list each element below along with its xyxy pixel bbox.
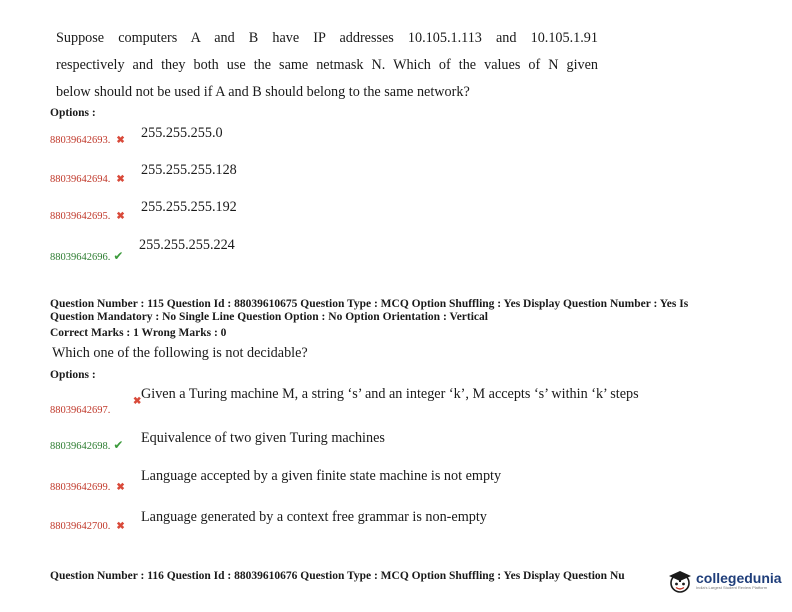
q115-options-label: Options : <box>50 369 96 381</box>
q114-option-2 <box>50 169 125 187</box>
wrong-mark-icon: ✖ <box>116 211 125 222</box>
q114-text-line-2: respectively and they both use the same netmask N. Which of the values of N given <box>56 57 598 73</box>
option-id: 88039642700. <box>50 521 111 532</box>
option-id: 88039642699. <box>50 482 111 493</box>
q116-meta-line-1: Question Number : 116 Question Id : 88039610676 Question Type : MCQ Option Shuffling : Yes Display Question Nu <box>50 570 625 582</box>
q114-option-1-text: 255.255.255.0 <box>141 125 223 141</box>
q114-option-4-text: 255.255.255.224 <box>139 237 235 253</box>
q114-option-3-text: 255.255.255.192 <box>141 199 237 215</box>
q115-marks: Correct Marks : 1 Wrong Marks : 0 <box>50 327 227 339</box>
logo-tagline: India's Largest Student Review Platform <box>696 585 768 590</box>
q115-option-2-text: Equivalence of two given Turing machines <box>141 430 385 446</box>
wrong-mark-icon: ✖ <box>116 482 125 493</box>
q114-text-line-3: below should not be used if A and B should belong to the same network? <box>56 84 470 100</box>
wrong-mark-icon: ✖ <box>116 174 125 185</box>
wrong-mark-icon: ✖ <box>116 521 125 532</box>
q115-option-3-text: Language accepted by a given finite state machine is not empty <box>141 468 502 484</box>
q114-option-1 <box>50 130 125 148</box>
q115-option-1-text: Given a Turing machine M, a string ‘s’ and an integer ‘k’, M accepts ‘s’ within ‘k’ steps <box>141 386 639 402</box>
wrong-mark-icon: ✖ <box>133 396 142 407</box>
correct-check-icon: ✔ <box>113 249 124 263</box>
q115-option-4 <box>50 516 125 534</box>
graduation-cap-icon <box>667 568 693 594</box>
q115-option-3 <box>50 477 125 495</box>
option-id: 88039642693. <box>50 135 111 146</box>
q115-question-text: Which one of the following is not decidable? <box>52 345 308 361</box>
q115-option-2 <box>50 436 123 454</box>
option-id: 88039642696. <box>50 252 111 263</box>
option-id: 88039642698. <box>50 441 111 452</box>
correct-check-icon: ✔ <box>113 438 124 452</box>
option-id: 88039642694. <box>50 174 111 185</box>
q114-text-line-1: Suppose computers A and B have IP addresses 10.105.1.113 and 10.105.1.91 <box>56 30 598 46</box>
option-id: 88039642697. <box>50 405 111 416</box>
q115-meta-line-2: Question Mandatory : No Single Line Question Option : No Option Orientation : Vertical <box>50 311 488 323</box>
q114-option-3 <box>50 206 125 224</box>
q115-option-1-mark <box>127 391 141 409</box>
q114-option-4 <box>50 247 123 265</box>
q115-option-1 <box>50 400 110 418</box>
q114-option-2-text: 255.255.255.128 <box>141 162 237 178</box>
q114-options-label: Options : <box>50 107 96 119</box>
wrong-mark-icon: ✖ <box>116 135 125 146</box>
collegedunia-logo <box>667 568 782 594</box>
q115-meta-line-1: Question Number : 115 Question Id : 88039610675 Question Type : MCQ Option Shuffling : Yes Display Question Number : Yes Is <box>50 298 689 310</box>
logo-wordmark: collegedunia <box>696 570 782 586</box>
q115-option-4-text: Language generated by a context free grammar is non-empty <box>141 509 487 525</box>
option-id: 88039642695. <box>50 211 111 222</box>
